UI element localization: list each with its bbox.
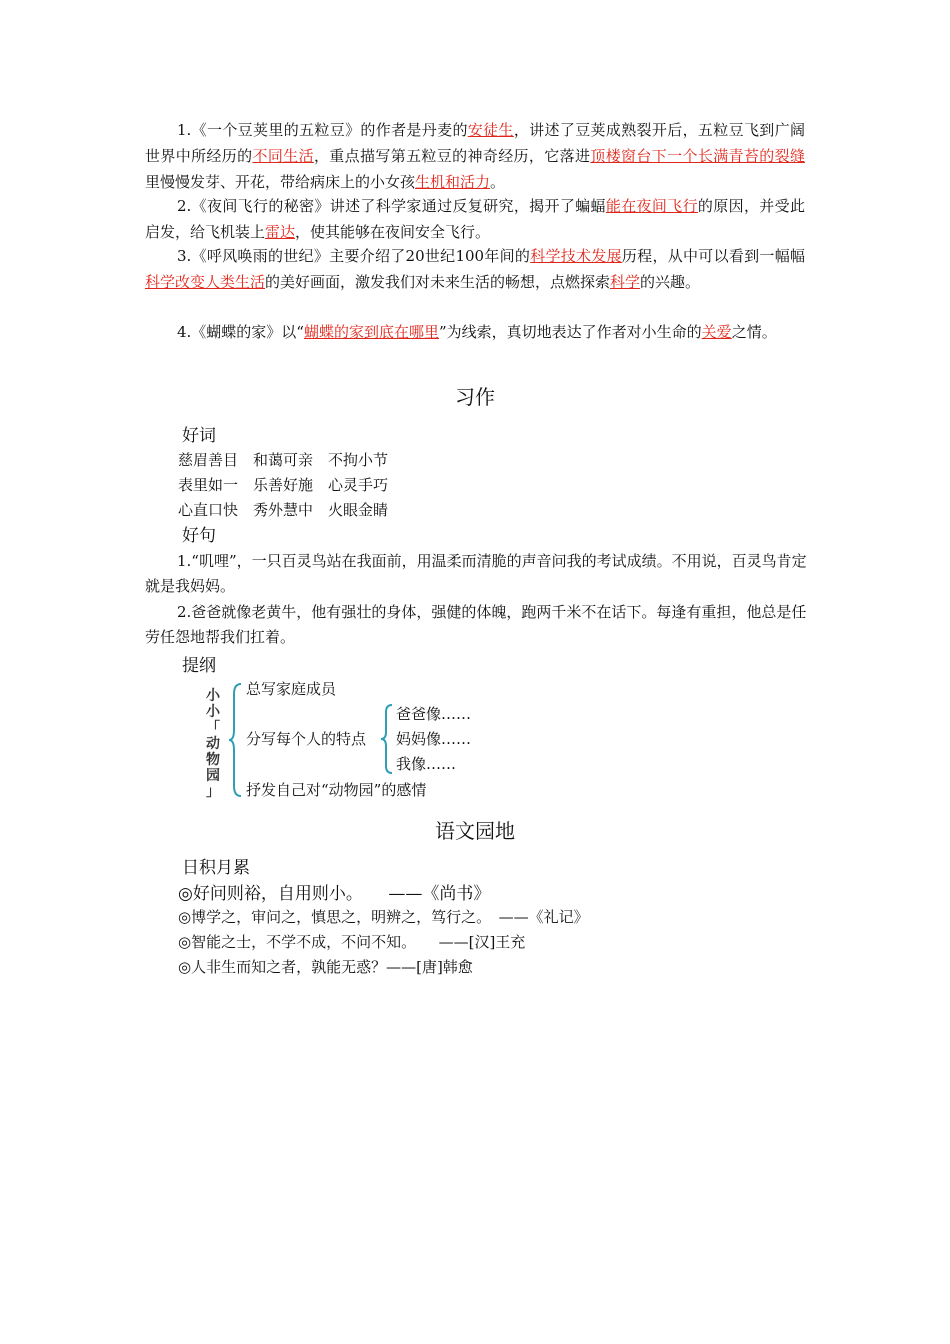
outline-item-1: 总写家庭成员: [246, 680, 337, 698]
text-segment: 历程，从中可以看到一幅幅: [621, 247, 805, 265]
side-title-char: 「: [206, 720, 220, 736]
text-segment: 2.《夜间飞行的秘密》讲述了科学家通过反复研究，揭开了蝙蝠: [177, 197, 606, 215]
quote-line-4: ◎人非生而知之者，孰能无惑？——[唐]韩愈: [178, 958, 473, 976]
answer-highlight: 关爱: [701, 323, 732, 341]
rijiyuelei-label: 日积月累: [182, 858, 250, 878]
answer-highlight: 科学: [610, 273, 641, 291]
text-segment: 1.《一个豆荚里的五粒豆》的作者是丹麦的: [177, 121, 468, 139]
quote-line-2: ◎博学之，审问之，慎思之，明辨之，笃行之。 ——《礼记》: [178, 908, 589, 926]
text-segment: 3.《呼风唤雨的世纪》主要介绍了20世纪100年间的: [177, 247, 531, 265]
side-title-char: 动: [206, 736, 220, 752]
summary-paragraph-2: [145, 193, 805, 245]
answer-highlight: 不同生活: [252, 147, 314, 165]
answer-highlight: 顶楼窗台下一个长满青苔的裂缝: [590, 147, 805, 165]
haoju-label: 好句: [182, 526, 216, 546]
outline-sub-item-3: 我像……: [396, 755, 457, 773]
outline-sub-item-2: 妈妈像……: [396, 730, 472, 748]
outline-brace-sub: [380, 703, 394, 775]
text-segment: 之情。: [731, 323, 777, 341]
text-segment: 里慢慢发芽、开花，带给病床上的小女孩: [145, 173, 416, 191]
answer-highlight: 能在夜间飞行: [605, 197, 698, 215]
summary-paragraph-3: [145, 243, 805, 295]
answer-highlight: 蝴蝶的家到底在哪里: [303, 323, 439, 341]
quote-line-3: ◎智能之士，不学不成，不问不知。 ——[汉]王充: [178, 933, 526, 951]
section-title-yuwen: 语文园地: [435, 819, 515, 843]
text-segment: ，使其能够在夜间安全飞行。: [295, 223, 491, 241]
outline-item-2: 分写每个人的特点: [246, 730, 367, 748]
haoju-sentence-2: 2.爸爸就像老黄牛，他有强壮的身体，强健的体魄，跑两千米不在话下。每逢有重担，他总是任劳任怨地帮我们扛着。: [145, 603, 807, 646]
outline-side-title: [203, 688, 223, 800]
side-title-char: 园: [206, 768, 220, 784]
side-title-char: 物: [206, 752, 220, 768]
summary-paragraph-1: [145, 117, 805, 195]
answer-highlight: 安徒生: [467, 121, 514, 139]
text-segment: 。: [490, 173, 506, 191]
text-segment: 的原因，并受此启发，给飞机装上: [145, 197, 805, 241]
quote-line-1: ◎好问则裕，自用则小。 ——《尚书》: [178, 884, 491, 904]
text-segment: ，讲述了豆荚成熟裂开后，五粒豆飞到广阔世界中所经历的: [145, 121, 805, 165]
outline-sub-item-1: 爸爸像……: [396, 705, 472, 723]
text-segment: 的美好画面，激发我们对未来生活的畅想，点燃探索: [265, 273, 611, 291]
text-segment: ”为线索，真切地表达了作者对小生命的: [439, 323, 702, 341]
section-title-xizuo: 习作: [455, 385, 495, 409]
outline-brace-main: [228, 682, 244, 798]
side-title-char: 」: [206, 784, 220, 800]
answer-highlight: 雷达: [265, 223, 296, 241]
outline-item-3: 抒发自己对“动物园”的感情: [246, 781, 427, 799]
tigang-label: 提纲: [182, 656, 216, 676]
answer-highlight: 生机和活力: [415, 173, 491, 191]
haoci-row-3: 心直口快 秀外慧中 火眼金睛: [178, 501, 389, 519]
haoju-sentence-1: 1.“叽哩”，一只百灵鸟站在我面前，用温柔而清脆的声音问我的考试成绩。不用说，百灵鸟肯定就是我妈妈。: [145, 552, 807, 595]
text-segment: ，重点描写第五粒豆的神奇经历，它落进: [313, 147, 591, 165]
summary-paragraph-4: [145, 319, 805, 345]
text-segment: 的兴趣。: [640, 273, 701, 291]
answer-highlight: 科学技术发展: [530, 247, 622, 265]
answer-highlight: 科学改变人类生活: [145, 273, 266, 291]
side-title-char: 小: [206, 704, 220, 720]
haoci-label: 好词: [182, 426, 216, 446]
text-segment: 4.《蝴蝶的家》以“: [177, 323, 304, 341]
haoci-row-2: 表里如一 乐善好施 心灵手巧: [178, 476, 389, 494]
side-title-char: 小: [206, 688, 220, 704]
haoci-row-1: 慈眉善目 和蔼可亲 不拘小节: [178, 451, 389, 469]
